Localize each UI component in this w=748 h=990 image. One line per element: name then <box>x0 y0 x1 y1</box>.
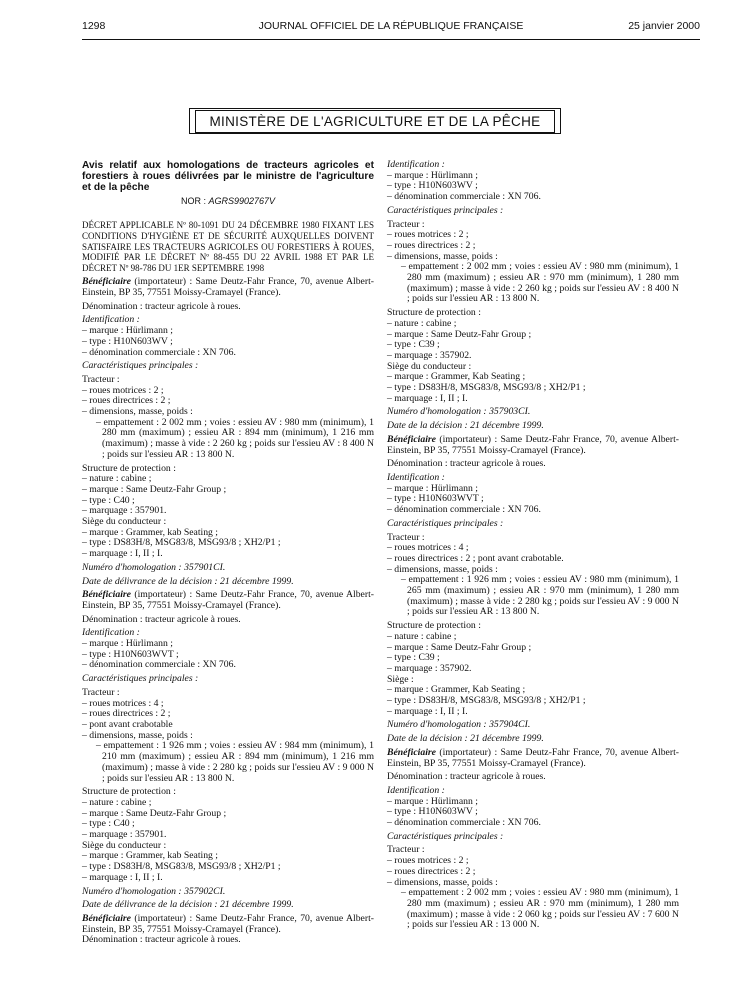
list-item: – marque : Hürlimann ; <box>82 638 173 650</box>
list-item: – marque : Grammer, Kab Seating ; <box>387 371 526 383</box>
caracteristiques-heading: Caractéristiques principales : <box>387 204 504 216</box>
caracteristiques-heading: Caractéristiques principales : <box>82 360 199 372</box>
beneficiaire-label: Bénéficiaire <box>387 746 436 758</box>
identification-heading: Identification : <box>82 627 140 639</box>
dimensions-detail: – empattement : 1 926 mm ; voies : essieu AV : 984 mm (minimum), 1 210 mm (maximum) ; essieu AR : 894 mm (minimum), 1 216 mm (maximum) ; masse à vide : 2 280 kg ; poids sur l'essieu AV : 9 000 N ; poids sur l'essieu AR : 13 800 N. <box>96 740 374 784</box>
tracteur-heading: Tracteur : <box>82 373 120 385</box>
decret-reference: DÉCRET APPLICABLE Nº 80-1091 DU 24 DÉCEMBRE 1980 FIXANT LES CONDITIONS D'HYGIÈNE ET DE SÉCURITÉ AUXQUELLES DOIVENT SATISFAIRE LES TRACTEURS AGRICOLES OU FORESTIERS À ROUES, MODIFIÉ PAR LE DÉCRET Nº 88-455 DU 22 AVRIL 1988 ET PAR LE DÉCRET Nº 98-786 DU 1ER SEPTEMBRE 1998 <box>82 220 374 273</box>
list-item: – dimensions, masse, poids : <box>387 876 498 888</box>
beneficiaire-text: (importateur) : Same Deutz-Fahr France, 70, avenue Albert-Einstein, BP 35, 77551 Moissy-Cramayel (France). <box>82 912 374 935</box>
list-item: – type : DS83H/8, MSG83/8, MSG93/8 ; XH2/P1 ; <box>82 537 281 549</box>
numero-homologation: Numéro d'homologation : 357904CI. <box>387 719 531 731</box>
list-item: – dimensions, masse, poids : <box>387 250 498 262</box>
nor-label: NOR : <box>180 195 206 206</box>
beneficiaire <box>82 914 374 935</box>
structure-heading: Structure de protection : <box>387 620 481 632</box>
list-item: – marque : Hürlimann ; <box>387 795 478 807</box>
tracteur-heading: Tracteur : <box>387 844 425 856</box>
list-item: – marque : Grammer, kab Seating ; <box>82 526 219 538</box>
list-item: – marquage : 357902. <box>387 349 472 361</box>
beneficiaire <box>82 590 374 611</box>
list-item: – roues motrices : 4 ; <box>387 542 469 554</box>
structure-heading: Structure de protection : <box>387 307 481 319</box>
denomination: Dénomination : tracteur agricole à roues. <box>82 613 241 625</box>
list-item: – dénomination commerciale : XN 706. <box>387 191 541 203</box>
beneficiaire-label: Bénéficiaire <box>82 589 131 601</box>
list-item: – marque : Hürlimann ; <box>82 325 173 337</box>
list-item: – marque : Same Deutz-Fahr Group ; <box>387 641 532 653</box>
identification-heading: Identification : <box>387 471 445 483</box>
avis-title: Avis relatif aux homologations de tracteurs agricoles et forestiers à roues délivrées par le ministre de l'agriculture et de la pêche <box>82 160 374 194</box>
list-item: – marquage : I, II ; I. <box>82 548 163 560</box>
list-item: – marque : Grammer, Kab Seating ; <box>387 684 526 696</box>
list-item: – type : C39 ; <box>387 652 440 664</box>
list-item: – type : C39 ; <box>387 339 440 351</box>
beneficiaire-label: Bénéficiaire <box>82 276 131 288</box>
denomination: Dénomination : tracteur agricole à roues. <box>82 934 241 946</box>
list-item: – type : C40 ; <box>82 818 135 830</box>
tracteur-heading: Tracteur : <box>387 218 425 230</box>
identification-heading: Identification : <box>387 159 445 170</box>
list-item: – nature : cabine ; <box>387 630 457 642</box>
list-item: – type : DS83H/8, MSG83/8, MSG93/8 ; XH2/P1 ; <box>387 695 586 707</box>
siege-heading: Siège du conducteur : <box>82 839 167 851</box>
list-item: – type : H10N603WVT ; <box>82 648 179 660</box>
right-column <box>387 160 679 931</box>
list-item: – marquage : 357901. <box>82 505 167 517</box>
list-item: – marquage : I, II ; I. <box>387 392 468 404</box>
list-item: – roues directrices : 2 ; <box>387 239 476 251</box>
list-item: – roues directrices : 2 ; <box>82 395 171 407</box>
identification-heading: Identification : <box>82 314 140 326</box>
date-decision: Date de délivrance de la décision : 21 décembre 1999. <box>82 899 294 911</box>
list-item: – type : H10N603WVT ; <box>387 493 484 505</box>
siege-heading: Siège du conducteur : <box>82 516 167 528</box>
siege-heading: Siège : <box>387 673 414 685</box>
list-item: – type : H10N603WV ; <box>387 180 478 192</box>
denomination: Dénomination : tracteur agricole à roues. <box>387 458 546 470</box>
structure-heading: Structure de protection : <box>82 786 176 798</box>
list-item: – roues motrices : 4 ; <box>82 697 164 709</box>
ministry-box <box>189 108 561 134</box>
list-item: – nature : cabine ; <box>387 317 457 329</box>
denomination: Dénomination : tracteur agricole à roues. <box>387 771 546 783</box>
beneficiaire <box>387 748 679 769</box>
list-item: – marque : Same Deutz-Fahr Group ; <box>387 328 532 340</box>
list-item: – type : H10N603WV ; <box>387 806 478 818</box>
beneficiaire <box>387 435 679 456</box>
list-item: – marque : Hürlimann ; <box>387 482 478 494</box>
dimensions-detail: – empattement : 2 002 mm ; voies : essieu AV : 980 mm (minimum), 1 280 mm (maximum) ; essieu AR : 970 mm (minimum), 1 280 mm (maximum) ; masse à vide : 2 260 kg ; poids sur l'essieu AV : 8 400 N ; poids sur l'essieu AR : 13 800 N. <box>401 261 679 305</box>
list-item: – type : H10N603WV ; <box>82 335 173 347</box>
dimensions-detail: – empattement : 2 002 mm ; voies : essieu AV : 980 mm (minimum), 1 280 mm (maximum) ; essieu AR : 970 mm (minimum), 1 280 mm (maximum) ; masse à vide : 2 060 kg ; poids sur l'essieu AV : 7 600 N ; poids sur l'essieu AR : 13 000 N. <box>401 887 679 931</box>
left-column <box>82 160 374 946</box>
numero-homologation: Numéro d'homologation : 357901CI. <box>82 561 226 573</box>
list-item: – marquage : 357902. <box>387 662 472 674</box>
numero-homologation: Numéro d'homologation : 357903CI. <box>387 406 531 418</box>
list-item: – marquage : I, II ; I. <box>387 705 468 717</box>
list-item: – type : DS83H/8, MSG83/8, MSG93/8 ; XH2/P1 ; <box>82 861 281 873</box>
numero-homologation: Numéro d'homologation : 357902CI. <box>82 885 226 897</box>
list-item: – roues motrices : 2 ; <box>387 855 469 867</box>
denomination: Dénomination : tracteur agricole à roues. <box>82 300 241 312</box>
list-item: – dimensions, masse, poids : <box>82 406 193 418</box>
list-item: – dénomination commerciale : XN 706. <box>82 659 236 671</box>
list-item: – roues directrices : 2 ; <box>387 865 476 877</box>
nor-code: AGRS9902767V <box>208 195 276 206</box>
ministry-title: MINISTÈRE DE L'AGRICULTURE ET DE LA PÊCHE <box>195 110 556 133</box>
list-item: – marque : Grammer, kab Seating ; <box>82 850 219 862</box>
list-item: – marque : Same Deutz-Fahr Group ; <box>82 807 227 819</box>
date-decision: Date de la décision : 21 décembre 1999. <box>387 420 544 432</box>
list-item: – marque : Hürlimann ; <box>387 169 478 181</box>
list-item: – dénomination commerciale : XN 706. <box>82 346 236 358</box>
beneficiaire-label: Bénéficiaire <box>82 912 131 924</box>
structure-heading: Structure de protection : <box>82 462 176 474</box>
list-item: – pont avant crabotable <box>82 719 173 730</box>
header-rule <box>82 39 700 40</box>
tracteur-heading: Tracteur : <box>82 686 120 698</box>
dimensions-detail: – empattement : 2 002 mm ; voies : essieu AV : 980 mm (minimum), 1 280 mm (maximum) ; essieu AR : 894 mm (minimum), 1 216 mm (maximum) ; masse à vide : 2 260 kg ; poids sur l'essieu AV : 8 400 N ; poids sur l'essieu AR : 13 800 N. <box>96 416 374 460</box>
list-item: – type : DS83H/8, MSG83/8, MSG93/8 ; XH2/P1 ; <box>387 382 586 394</box>
list-item: – roues directrices : 2 ; <box>82 708 171 720</box>
beneficiaire <box>82 277 374 298</box>
list-item: – roues motrices : 2 ; <box>82 384 164 396</box>
list-item: – nature : cabine ; <box>82 796 152 808</box>
list-item: – marque : Same Deutz-Fahr Group ; <box>82 483 227 495</box>
journal-title: JOURNAL OFFICIEL DE LA RÉPUBLIQUE FRANÇAISE <box>258 20 524 32</box>
list-item: – roues directrices : 2 ; pont avant crabotable. <box>387 552 564 564</box>
beneficiaire-text: (importateur) : Same Deutz-Fahr France, 70, avenue Albert-Einstein, BP 35, 77551 Moissy-Cramayel (France). <box>82 276 374 298</box>
date-decision: Date de délivrance de la décision : 21 décembre 1999. <box>82 575 294 587</box>
date-decision: Date de la décision : 21 décembre 1999. <box>387 733 544 745</box>
tracteur-heading: Tracteur : <box>387 531 425 543</box>
identification-heading: Identification : <box>387 784 445 796</box>
list-item: – type : C40 ; <box>82 494 135 506</box>
list-item: – marquage : 357901. <box>82 829 167 841</box>
caracteristiques-heading: Caractéristiques principales : <box>82 673 199 685</box>
list-item: – roues motrices : 2 ; <box>387 229 469 241</box>
dimensions-detail: – empattement : 1 926 mm ; voies : essieu AV : 980 mm (minimum), 1 265 mm (maximum) ; essieu AR : 970 mm (minimum), 1 280 mm (maximum) ; masse à vide : 2 280 kg ; poids sur l'essieu AV : 9 000 N ; poids sur l'essieu AR : 13 800 N. <box>401 574 679 618</box>
beneficiaire-label: Bénéficiaire <box>387 433 436 445</box>
beneficiaire-text: (importateur) : Same Deutz-Fahr France, 70, avenue Albert-Einstein, BP 35, 77551 Moissy-Cramayel (France). <box>82 589 374 611</box>
nor-reference <box>82 196 374 207</box>
list-item: – dénomination commerciale : XN 706. <box>387 817 541 829</box>
list-item: – dimensions, masse, poids : <box>387 563 498 575</box>
beneficiaire-text: (importateur) : Same Deutz-Fahr France, 70, avenue Albert-Einstein, BP 35, 77551 Moissy-Cramayel (France). <box>387 433 679 456</box>
beneficiaire-text: (importateur) : Same Deutz-Fahr France, 70, avenue Albert-Einstein, BP 35, 77551 Moissy-Cramayel (France). <box>387 746 679 769</box>
page-header <box>82 20 700 36</box>
list-item: – dimensions, masse, poids : <box>82 729 193 741</box>
list-item: – nature : cabine ; <box>82 473 152 485</box>
caracteristiques-heading: Caractéristiques principales : <box>387 517 504 529</box>
page-number: 1298 <box>82 20 106 32</box>
list-item: – marquage : I, II ; I. <box>82 871 163 883</box>
siege-heading: Siège du conducteur : <box>387 360 472 372</box>
list-item: – dénomination commerciale : XN 706. <box>387 504 541 516</box>
issue-date: 25 janvier 2000 <box>628 20 700 32</box>
caracteristiques-heading: Caractéristiques principales : <box>387 830 504 842</box>
